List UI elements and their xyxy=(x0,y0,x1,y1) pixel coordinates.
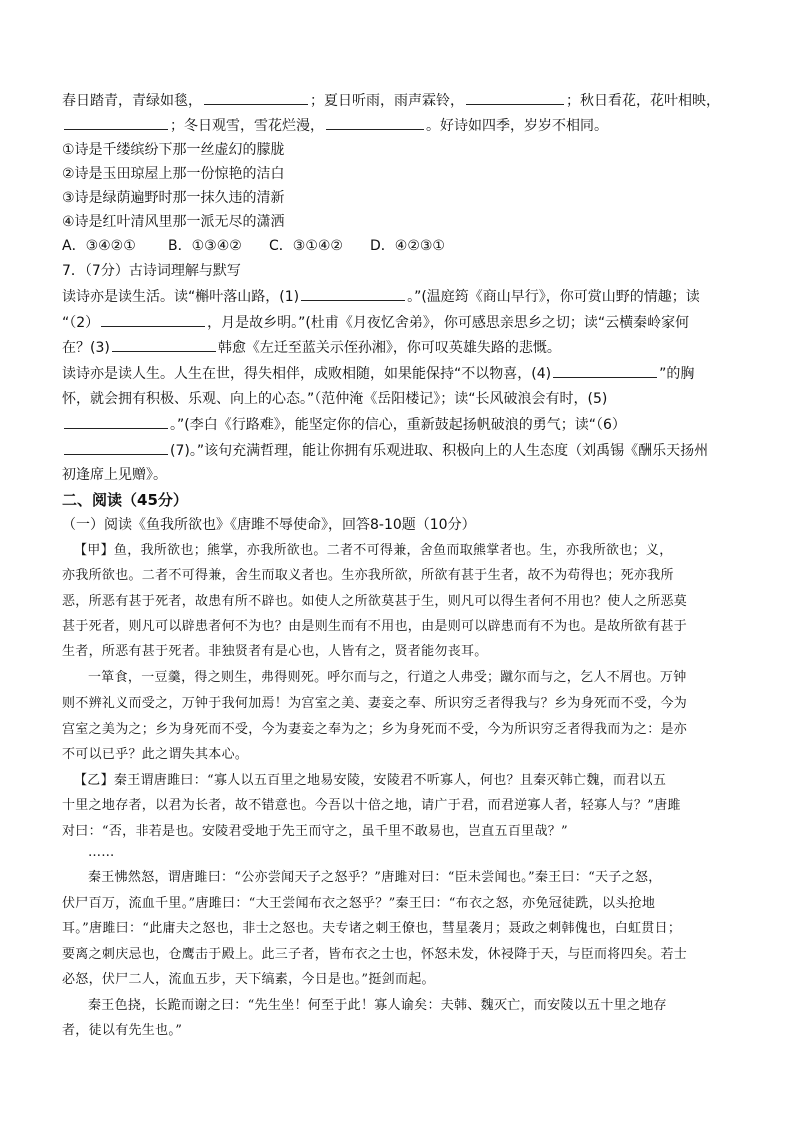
q6-sentence: ①诗是千缕缤纷下那一丝虚幻的朦胧 xyxy=(62,142,285,158)
passage-yi-line: 十里之地存者，以君为长者，故不错意也。今吾以十倍之地，请广于君，而君逆寡人者，轻寡人与？”唐雎 xyxy=(62,798,681,813)
q7-text: 。”(李白《行路难》，能坚定你的信心，重新鼓起扬帆破浪的勇气；读“（6） xyxy=(170,417,626,433)
q7-p2-line xyxy=(62,414,626,435)
answer-blank[interactable] xyxy=(204,90,308,105)
passage-jia-line: 不可以已乎？此之谓失其本心。 xyxy=(62,747,249,762)
q7-text: 韩愈《左迁至蓝关示侄孙湘》，你可叹英雄失路的悲慨。 xyxy=(217,340,561,356)
passage-jia-line: 【甲】鱼，我所欲也；熊掌，亦我所欲也。二者不可得兼，舍鱼而取熊掌者也。生，亦我所欲也；义， xyxy=(74,543,673,558)
q7-text: (7)。”该句充满哲理，能让你拥有乐观进取、积极向上的人生态度（刘禹锡《酬乐天扬州 xyxy=(170,443,709,459)
passage-jia-line: 生者，所恶有甚于死者。非独贤者有是心也，人皆有之，贤者能勿丧耳。 xyxy=(62,644,488,659)
option-a[interactable]: A．③④②① xyxy=(62,238,136,254)
q7-text: ，月是故乡明。”(杜甫《月夜忆舍弟》，你可感思亲思乡之切；读“云横秦岭家何 xyxy=(207,315,690,331)
answer-blank[interactable] xyxy=(64,440,168,455)
answer-blank[interactable] xyxy=(553,363,657,378)
passage-yi-line: 耳。”唐雎曰：“此庸夫之怒也，非士之怒也。夫专诸之刺王僚也，彗星袭月；聂政之刺韩傀也，白虹贯日； xyxy=(62,921,682,936)
q7-text: ”的胸 xyxy=(659,366,695,382)
answer-blank[interactable] xyxy=(101,312,205,327)
q7-p1-line xyxy=(62,337,561,358)
q6-sentence: ④诗是红叶清风里那一派无尽的潇洒 xyxy=(62,214,285,230)
q6-line-1 xyxy=(62,90,720,111)
q7-p2-line: 初逢席上见赠》。 xyxy=(62,467,167,483)
q7-p2-line xyxy=(62,363,694,384)
q6-text: ；冬日观雪，雪花烂漫， xyxy=(170,118,324,134)
answer-blank[interactable] xyxy=(112,337,216,352)
passage-jia-line: 宫室之美为之；乡为身死而不受，今为妻妾之奉为之；乡为身死而不受，今为所识穷乏者得我而为之：是亦 xyxy=(62,722,688,737)
passage-jia-line: 一箪食，一豆羹，得之则生，弗得则死。呼尔而与之，行道之人弗受；蹴尔而与之，乞人不屑也。万钟 xyxy=(88,670,687,685)
option-b[interactable]: B．①③④② xyxy=(168,238,242,254)
q6-options xyxy=(62,236,468,256)
q6-text: ；秋日看花，花叶相映， xyxy=(566,93,720,109)
passage-yi-line: 对曰：“否，非若是也。安陵君受地于先王而守之，虽千里不敢易也，岂直五百里哉？” xyxy=(62,824,568,839)
section-subtitle: （一）阅读《鱼我所欲也》《唐雎不辱使命》，回答8-10题（10分） xyxy=(62,517,476,533)
option-c[interactable]: C．③①④② xyxy=(269,238,343,254)
q7-p2-line xyxy=(62,440,708,461)
q7-text: 在？(3) xyxy=(62,340,110,356)
q6-sentence: ③诗是绿荫遍野时那一抹久违的清新 xyxy=(62,190,285,206)
passage-yi-line: 【乙】秦王谓唐雎曰：“寡人以五百里之地易安陵，安陵君不听寡人，何也？且秦灭韩亡魏，而君以五 xyxy=(74,773,667,788)
q7-p1-line xyxy=(62,286,700,307)
passage-jia-line: 恶，所恶有甚于死者，故患有所不辟也。如使人之所欲莫甚于生，则凡可以得生者何不用也？使人之所恶莫 xyxy=(62,594,688,609)
option-d[interactable]: D．④②③① xyxy=(370,238,445,254)
passage-yi-line: 秦王怫然怒，谓唐雎曰：“公亦尝闻天子之怒乎？”唐雎对曰：“臣未尝闻也。”秦王曰：“天子之怒， xyxy=(88,870,662,885)
q6-line-2 xyxy=(62,115,608,136)
passage-yi-line: 伏尸百万，流血千里。”唐雎曰：“大王尝闻布衣之怒乎？”秦王曰：“布衣之怒，亦免冠徒跣，以头抢地 xyxy=(62,896,656,911)
passage-yi-line: 要离之刺庆忌也，仓鹰击于殿上。此三子者，皆布衣之士也，怀怒未发，休祲降于天，与臣而将四矣。若士 xyxy=(62,947,688,962)
answer-blank[interactable] xyxy=(466,90,564,105)
passage-jia-line: 甚于死者，则凡可以辟患者何不为也？由是则生而有不用也，由是则可以辟患而有不为也。是故所欲有甚于 xyxy=(62,619,688,634)
passage-yi-line: 必怒，伏尸二人，流血五步，天下缟素，今日是也。”挺剑而起。 xyxy=(62,972,435,987)
q7-p2-line: 怀，就会拥有积极、乐观、向上的心态。”（范仲淹《岳阳楼记》；读“长风破浪会有时，(5) xyxy=(62,391,608,407)
q6-sentence: ②诗是玉田琼屋上那一份惊艳的洁白 xyxy=(62,166,285,182)
passage-yi-line: 者，徒以有先生也。” xyxy=(62,1023,183,1038)
q7-text: 读诗亦是读生活。读“槲叶落山路，(1) xyxy=(62,289,300,305)
q7-text: 读诗亦是读人生。人生在世，得失相伴，成败相随，如果能保持“不以物喜，(4) xyxy=(62,366,552,382)
q6-text: 春日踏青，青绿如毯， xyxy=(62,93,202,109)
q7-text: “（2） xyxy=(62,315,100,331)
q7-text: 。”(温庭筠《商山早行》，你可赏山野的情趣；读 xyxy=(407,289,700,305)
q7-p1-line xyxy=(62,312,689,333)
passage-jia-line: 则不辨礼义而受之，万钟于我何加焉！为宫室之美、妻妾之奉、所识穷乏者得我与？乡为身死而不受，今为 xyxy=(62,696,688,711)
q6-text: ；夏日听雨，雨声霖铃， xyxy=(310,93,464,109)
q6-text: 。好诗如四季，岁岁不相同。 xyxy=(426,118,608,134)
answer-blank[interactable] xyxy=(64,414,168,429)
passage-yi-line: 秦王色挠，长跪而谢之曰：“先生坐！何至于此！寡人谕矣：夫韩、魏灭亡，而安陵以五十里之地存 xyxy=(88,998,667,1013)
answer-blank[interactable] xyxy=(301,286,405,301)
passage-jia-line: 亦我所欲也。二者不可得兼，舍生而取义者也。生亦我所欲，所欲有甚于生者，故不为苟得也；死亦我所 xyxy=(62,568,674,583)
answer-blank[interactable] xyxy=(326,115,424,130)
q7-heading: 7．（7分）古诗词理解与默写 xyxy=(62,263,241,279)
answer-blank[interactable] xyxy=(64,115,168,130)
passage-yi-ellipsis: …… xyxy=(88,845,115,860)
section-title: 二、阅读（45分） xyxy=(62,491,188,509)
